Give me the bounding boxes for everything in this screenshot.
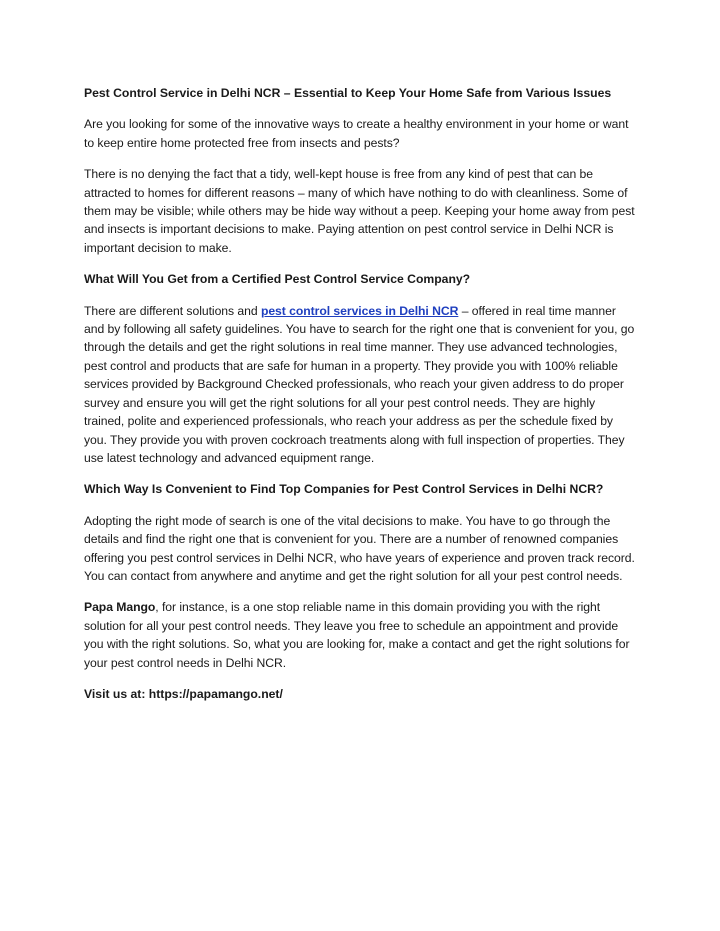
solutions-text-end: – offered in real time manner and by following all safety guidelines. You have to search for the right one that is convenient for you, go through the details and get the right solutions in real time manner. They use advanced technologies, pest control and products that are safe for human in a property. They provide you with 100% reliable services provided by Background Checked professionals, who reach your given address to do proper survey and ensure you will get the right solutions for all your pest control needs. They are highly trained, polite and experienced professionals, who reach your address as per the schedule fixed by you. They provide you with proven cockroach treatments along with full inspection of properties. They use latest technology and advanced equipment range. [84,303,635,465]
intro-paragraph: Are you looking for some of the innovative ways to create a healthy environment in your home or want to keep entire home protected free from insects and pests? [84,117,629,150]
search-paragraph: Adopting the right mode of search is one of the vital decisions to make. You have to go through the details and find the right one that is convenient for you. There are a number of renowned companies offering you pest control services in Delhi NCR, who have years of experience and proven track record. You can contact from anywhere and anytime and get the right solution for all your pest control needs. [84,513,635,583]
certified-service-heading: What Will You Get from a Certified Pest Control Service Company? [84,272,471,287]
find-companies-heading: Which Way Is Convenient to Find Top Companies for Pest Control Services in Delhi NCR? [84,482,604,497]
solutions-text-start: There are different solutions and [84,303,261,318]
pest-control-services-link[interactable]: pest control services in Delhi NCR [260,303,459,318]
papa-mango-paragraph [84,598,638,672]
solutions-paragraph [84,302,638,468]
brand-name: Papa Mango [84,600,156,615]
document-page [84,84,638,716]
cleanliness-paragraph: There is no denying the fact that a tidy, well-kept house is free from any kind of pest that can be attracted to homes for different reasons – many of which have nothing to do with cleanliness. Some of them may be visible; while others may be hide way without a peep. Keeping your home away from pest and insects is important decisions to make. Paying attention on pest control service in Delhi NCR is important decision to make. [84,167,635,255]
visit-us-line: Visit us at: https://papamango.net/ [84,686,283,701]
papa-mango-text: , for instance, is a one stop reliable name in this domain providing you with the right solution for all your pest control needs. They leave you free to schedule an appointment and provide you with the right solutions. So, what you are looking for, make a contact and get the right solutions for your pest control needs in Delhi NCR. [84,600,630,670]
document-title: Pest Control Service in Delhi NCR – Essential to Keep Your Home Safe from Various Issues [84,86,612,100]
